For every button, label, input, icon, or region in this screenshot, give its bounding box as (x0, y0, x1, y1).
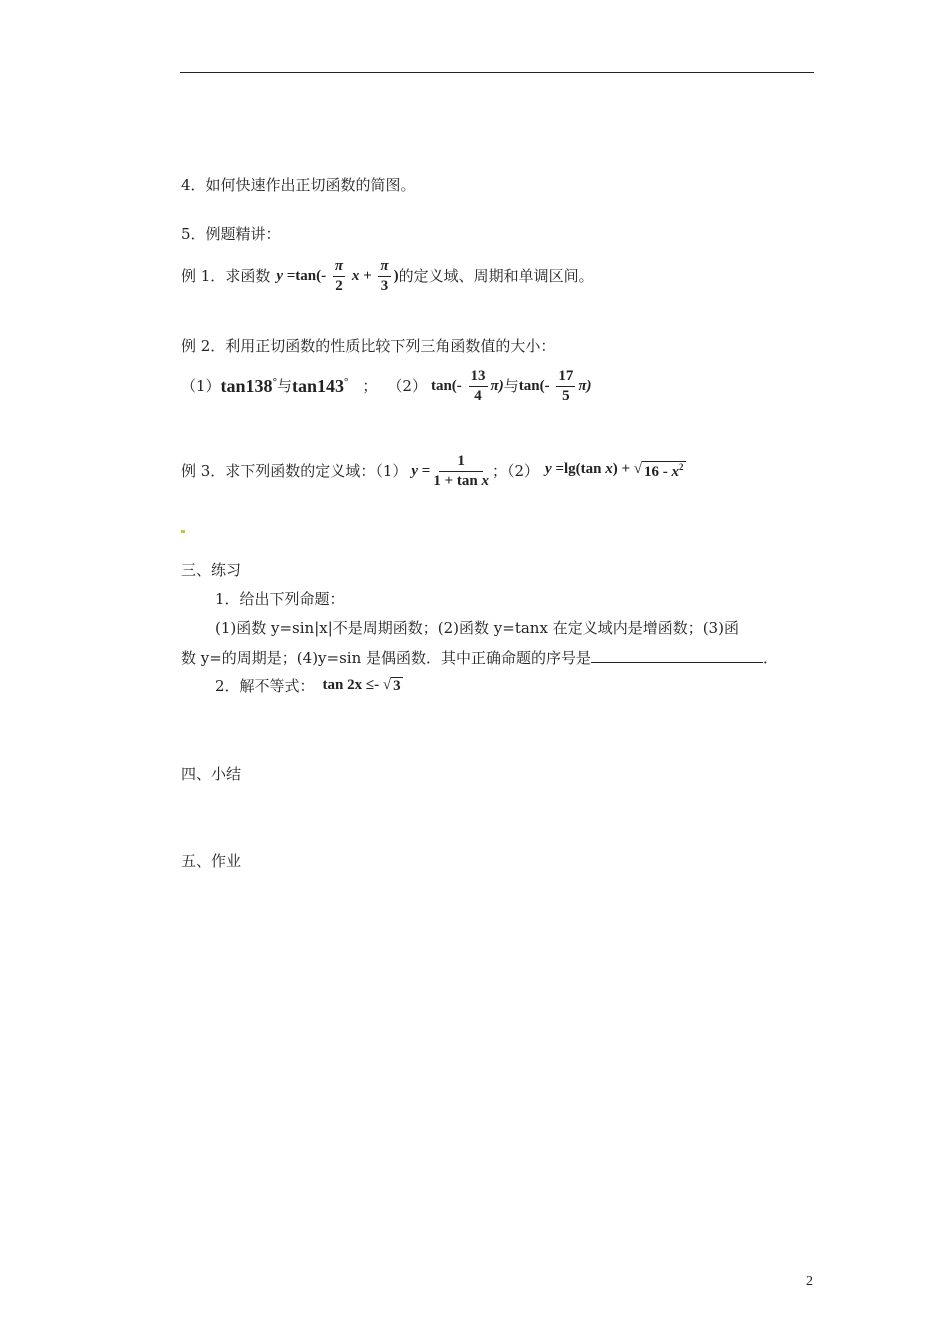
practice-2 (215, 677, 403, 695)
ex1-mid: x + (348, 267, 376, 284)
practice-2-label: 2．解不等式： (215, 677, 315, 695)
example-3 (181, 450, 686, 492)
ex2-yu2: 与 (503, 377, 519, 395)
ex3-func-2: y =lg(tan x) + √ $16 - x^2$ (545, 461, 684, 480)
header-rule (180, 72, 814, 73)
practice-1-intro: 1．给出下列命题： (215, 590, 345, 608)
ex2-tan138: tan138° (220, 375, 277, 396)
marker-dot (181, 530, 185, 533)
ex2-expr-2: tan(- $\frac{17}{5}$ π) (518, 367, 592, 404)
ex1-frac-2: $\frac{\pi}{3}$ (380, 257, 389, 294)
ex1-close: ) (393, 267, 399, 284)
section-summary: 四、小结 (181, 765, 242, 783)
ex3-text: 例 3．求下列函数的定义域：（1） (181, 462, 408, 480)
ex2-p1: （1） (181, 377, 221, 395)
ex2-expr-1: tan(- $\frac{13}{4}$ π) (430, 367, 504, 404)
practice-1-line-2: 数 y=的周期是；(4)y=sin 是偶函数．其中正确命题的序号是 ． (181, 649, 779, 667)
example-2-items (181, 364, 592, 408)
ex3-sep: ；（2） (491, 462, 540, 480)
practice-1-line-1: (1)函数 y=sin|x|不是周期函数；(2)函数 y=tanx 在定义域内是增函数；(3)函 (215, 619, 739, 637)
ex1-y: y (276, 267, 283, 284)
ex2-p2: （2） (387, 377, 427, 395)
example-1-suffix: 的定义域、周期和单调区间。 (398, 267, 594, 285)
example-1-prefix: 求函数 (225, 267, 271, 285)
ex1-frac-1: $\frac{\pi}{2}$ (334, 257, 344, 294)
section-practice: 三、练习 (181, 561, 242, 579)
page-number: 2 (806, 1274, 813, 1289)
ex3-func-1: y = $\frac{1}{\text{1 + tan x}}$ (411, 452, 489, 489)
ex2-yu: 与 (276, 377, 292, 395)
item-4: 4．如何快速作出正切函数的简图。 (181, 176, 416, 194)
answer-blank[interactable] (591, 648, 763, 663)
example-1 (181, 254, 594, 298)
example-2-text: 例 2．利用正切函数的性质比较下列三角函数值的大小： (181, 337, 556, 355)
practice-2-math: tan 2x ≤- √ 3 (322, 677, 401, 694)
section-homework: 五、作业 (181, 852, 242, 870)
ex2-tan143: tan143° (291, 375, 349, 396)
item-5: 5．例题精讲： (181, 225, 281, 243)
ex1-eq: =tan(- (283, 267, 330, 284)
example-1-label: 例 1． (181, 267, 226, 285)
ex2-sep: ； (362, 377, 378, 395)
